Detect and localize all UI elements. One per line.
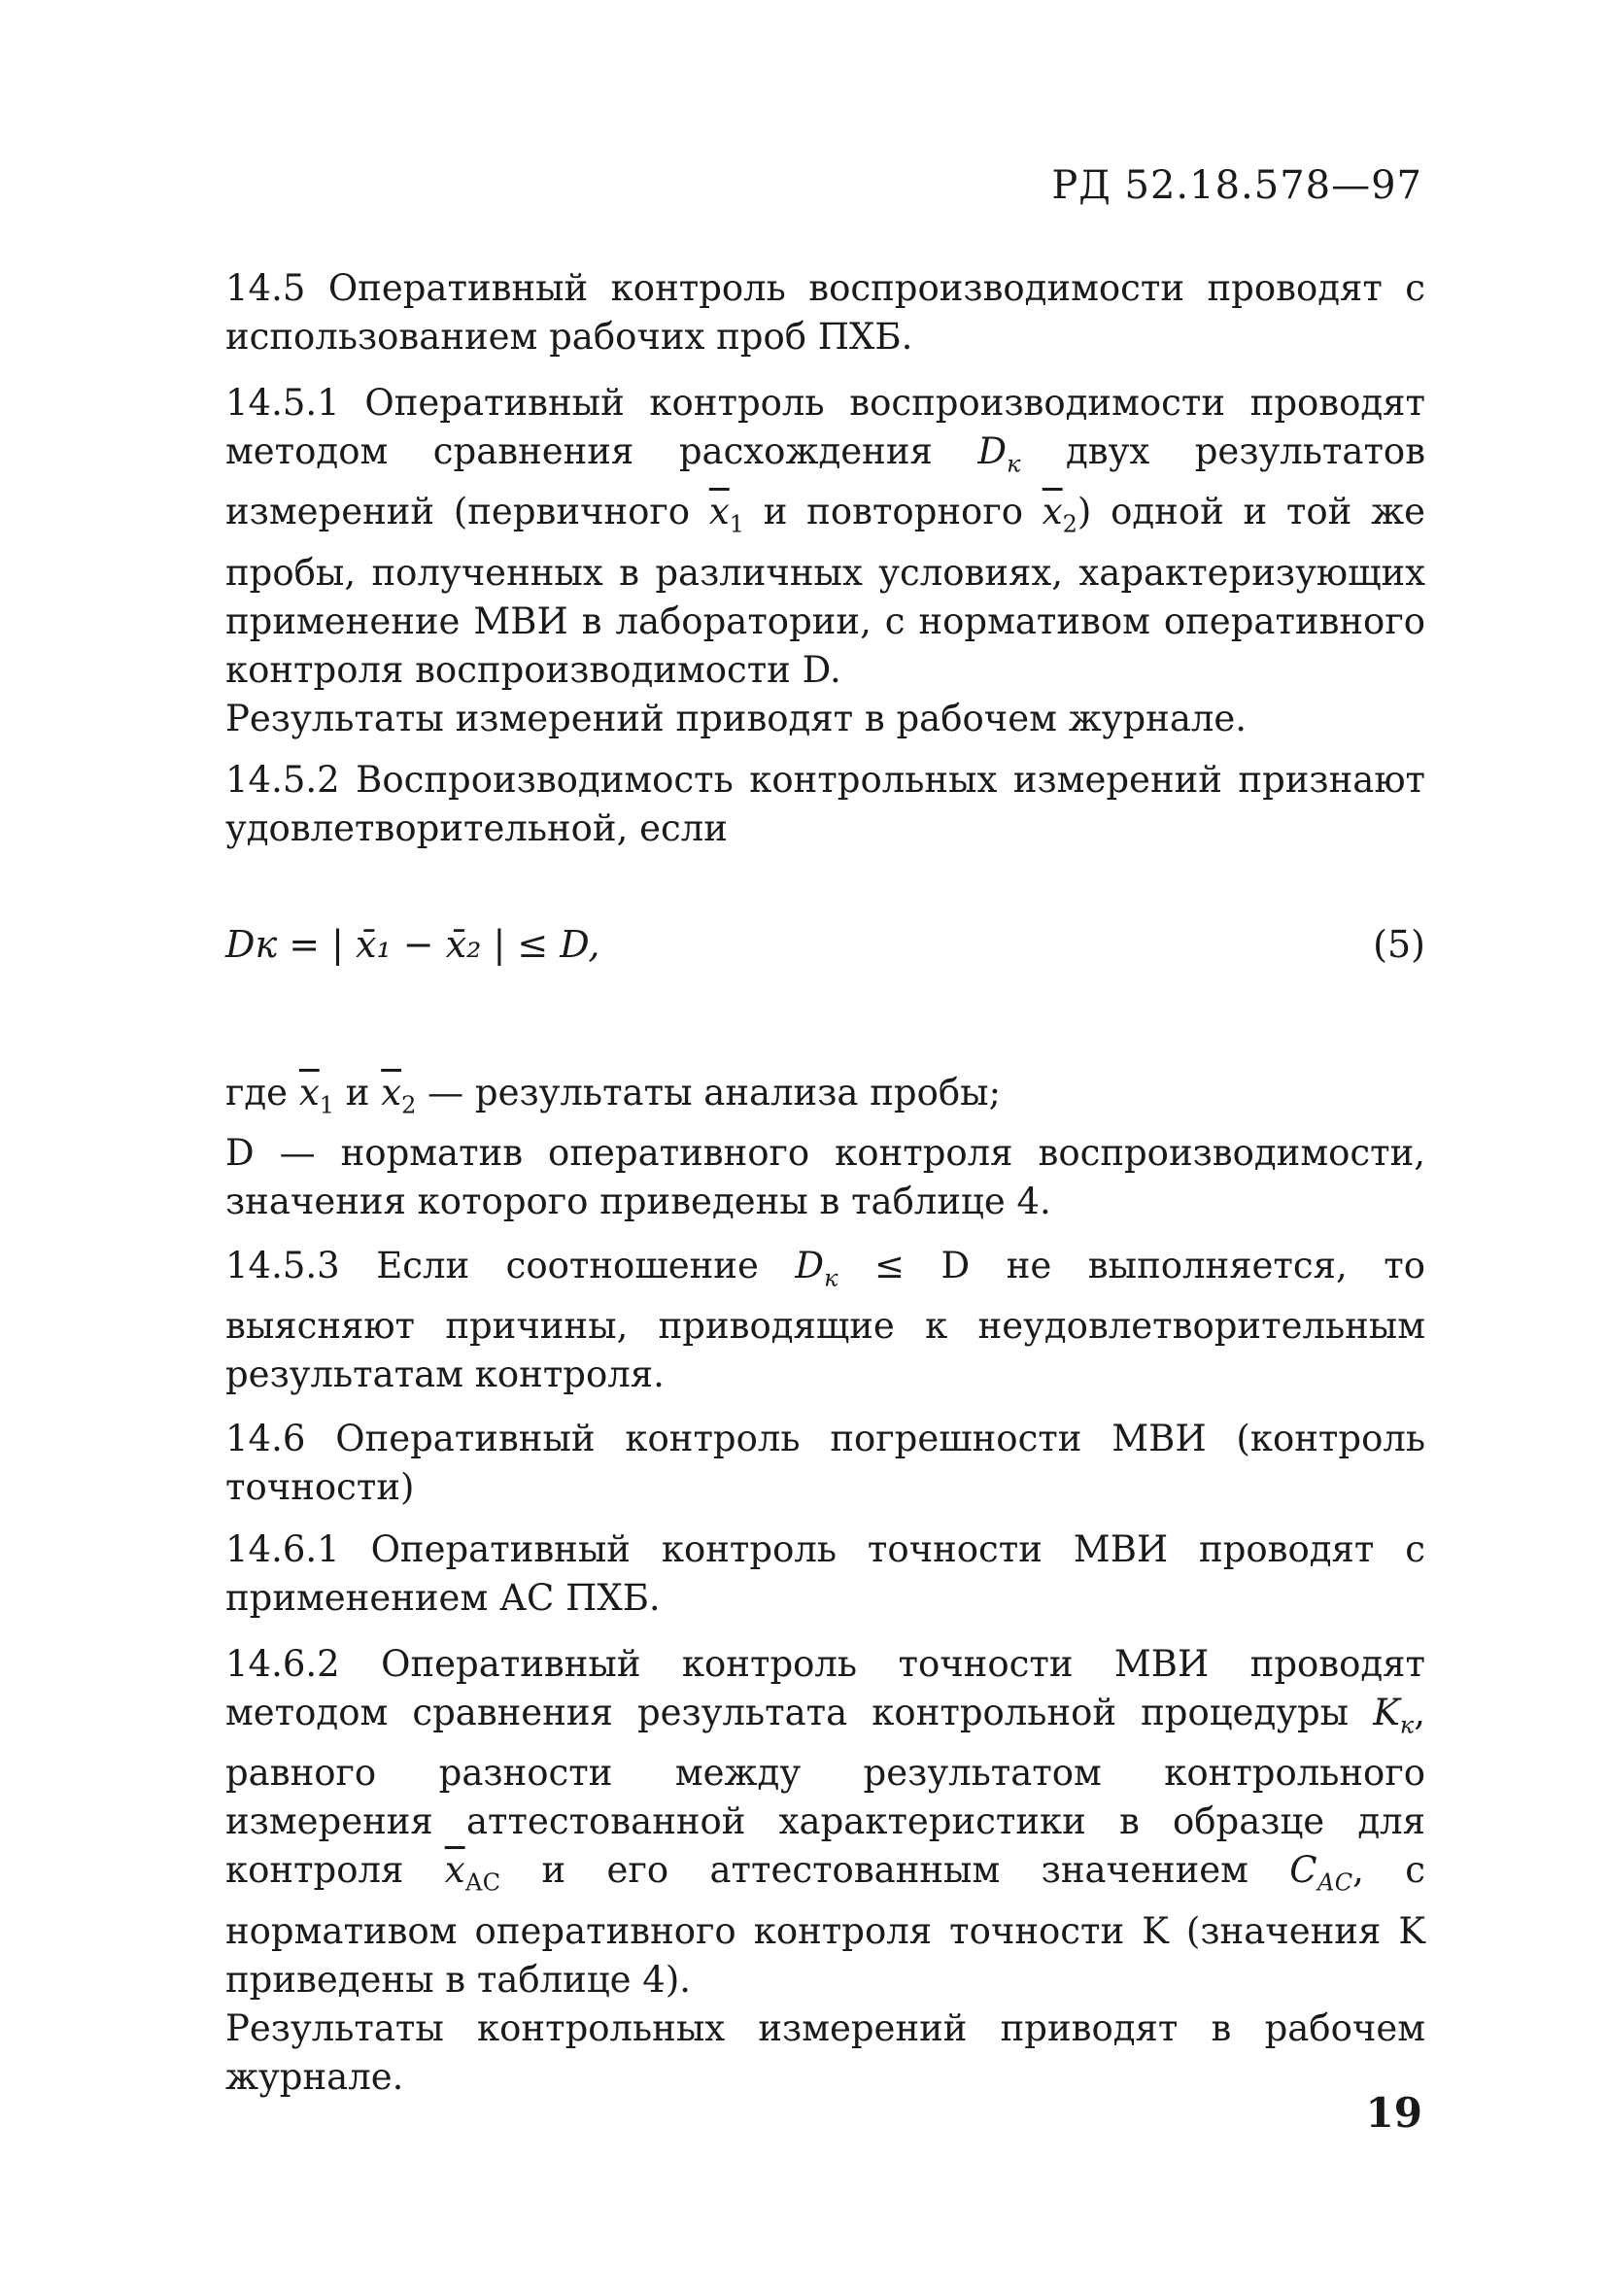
paragraph-text: Результаты измерений приводят в рабочем журнале. <box>225 697 1248 739</box>
definition-text: D — норматив оперативного контроля воспроизводимости, значения которого приведены в таблице 4. <box>225 1132 1425 1223</box>
paragraph-text: 14.5 Оперативный контроль воспроизводимости проводят с использованием рабочих проб ПХБ. <box>225 267 1425 358</box>
formula-explanation: где $\overline{x}_1$ и $\overline{x}_2$ — результаты анализа пробы; D — норматив оперативного контроля воспроизводимости, значения которого приведены в таблице 4. <box>225 1072 1425 1223</box>
symbol-kk: $K_к$ <box>1373 1692 1415 1739</box>
formula-expression: Dк = | x̄₁ − x̄₂ | ≤ D, <box>225 923 600 966</box>
conjunction: и <box>345 1072 370 1114</box>
paragraph-text: 14.6 Оперативный контроль погрешности МВИ (контроль точности) <box>225 1418 1425 1508</box>
paragraph-text: 14.6.2 Оперативный контроль точности МВИ проводят методом сравнения результата контрольной процедуры <box>225 1643 1425 1733</box>
symbol-dk: $D_к$ <box>977 430 1021 478</box>
paragraph-text: Результаты контрольных измерений приводят в рабочем журнале. <box>225 2006 1425 2098</box>
paragraph-text: ≤ D не выполняется, то выясняют причины, приводящие к неудовлетворительным результатам контроля. <box>225 1245 1426 1396</box>
symbol-x1: $\overline{x}$ <box>708 491 730 533</box>
paragraph-text: , равного разности между результатом контрольного измерения аттестованной характеристики в образце для контроля <box>225 1692 1426 1892</box>
paragraph-text: ) одной и той же пробы, полученных в различных условиях, характеризующих применение МВИ в лаборатории, с нормативом оперативного контроля воспроизводимости D. <box>225 491 1426 691</box>
paragraph-14-5-2 <box>225 756 1425 853</box>
symbol-xac: $\overline{x}$ <box>444 1849 465 1892</box>
paragraph-text: 14.6.1 Оперативный контроль точности МВИ проводят с применением АС ПХБ. <box>225 1528 1425 1619</box>
paragraph-text: 14.5.1 Оперативный контроль воспроизводимости проводят методом сравнения расхождения <box>225 382 1425 472</box>
paragraph-14-6-1 <box>225 1525 1425 1623</box>
symbol-x2: $\overline{x}$ <box>1042 491 1063 533</box>
paragraph-14-5-3 <box>225 1242 1425 1399</box>
definition-text: — результаты анализа пробы; <box>427 1072 1002 1114</box>
paragraph-text: 14.5.3 Если соотношение <box>225 1245 759 1286</box>
document-header: РД 52.18.578—97 <box>1051 163 1422 208</box>
formula-5 <box>225 923 1425 981</box>
paragraph-14-6 <box>225 1415 1425 1512</box>
paragraph-text: , с нормативом оперативного контроля точности K (значения K приведены в таблице 4). <box>225 1849 1425 2001</box>
paragraph-14-6-2: 14.6.2 Оперативный контроль точности МВИ проводят методом сравнения результата контрольной процедуры $K_к$, равного разности между результатом контрольного измерения аттестованной характеристики в образце для контроля $\overline{x}_{АС}$ и его аттестованным значением $C_{АС}$, с нормативом оперативного контроля точности K (значения K приведены в таблице 4). Результаты контрольных измерений приводят в рабочем журнале. <box>225 1643 1426 2098</box>
symbol-cac: $C_{АС}$ <box>1289 1849 1353 1897</box>
paragraph-text: и его аттестованным значением <box>541 1849 1248 1892</box>
symbol-x1: $\overline{x}$ <box>298 1072 320 1114</box>
symbol-dk: $D_к$ <box>795 1245 838 1292</box>
where-label: где <box>225 1072 289 1114</box>
paragraph-14-5-1: 14.5.1 Оперативный контроль воспроизводимости проводят методом сравнения расхождения $D_к$ двух результатов измерений (первичного $\overline{x}_1$ и повторного $\overline{x}_2$) одной и той же пробы, полученных в различных условиях, характеризующих применение МВИ в лаборатории, с нормативом оперативного контроля воспроизводимости D. Результаты измерений приводят в рабочем журнале. <box>225 382 1426 739</box>
page-number: 19 <box>1365 2089 1422 2137</box>
paragraph-text: двух результатов измерений (первичного <box>225 430 1426 533</box>
paragraph-text: и повторного <box>763 491 1023 533</box>
formula-number: (5) <box>1373 923 1425 966</box>
paragraph-14-5 <box>225 264 1425 361</box>
paragraph-text: 14.5.2 Воспроизводимость контрольных измерений признают удовлетворительной, если <box>225 759 1425 849</box>
symbol-x2: $\overline{x}$ <box>381 1072 402 1114</box>
